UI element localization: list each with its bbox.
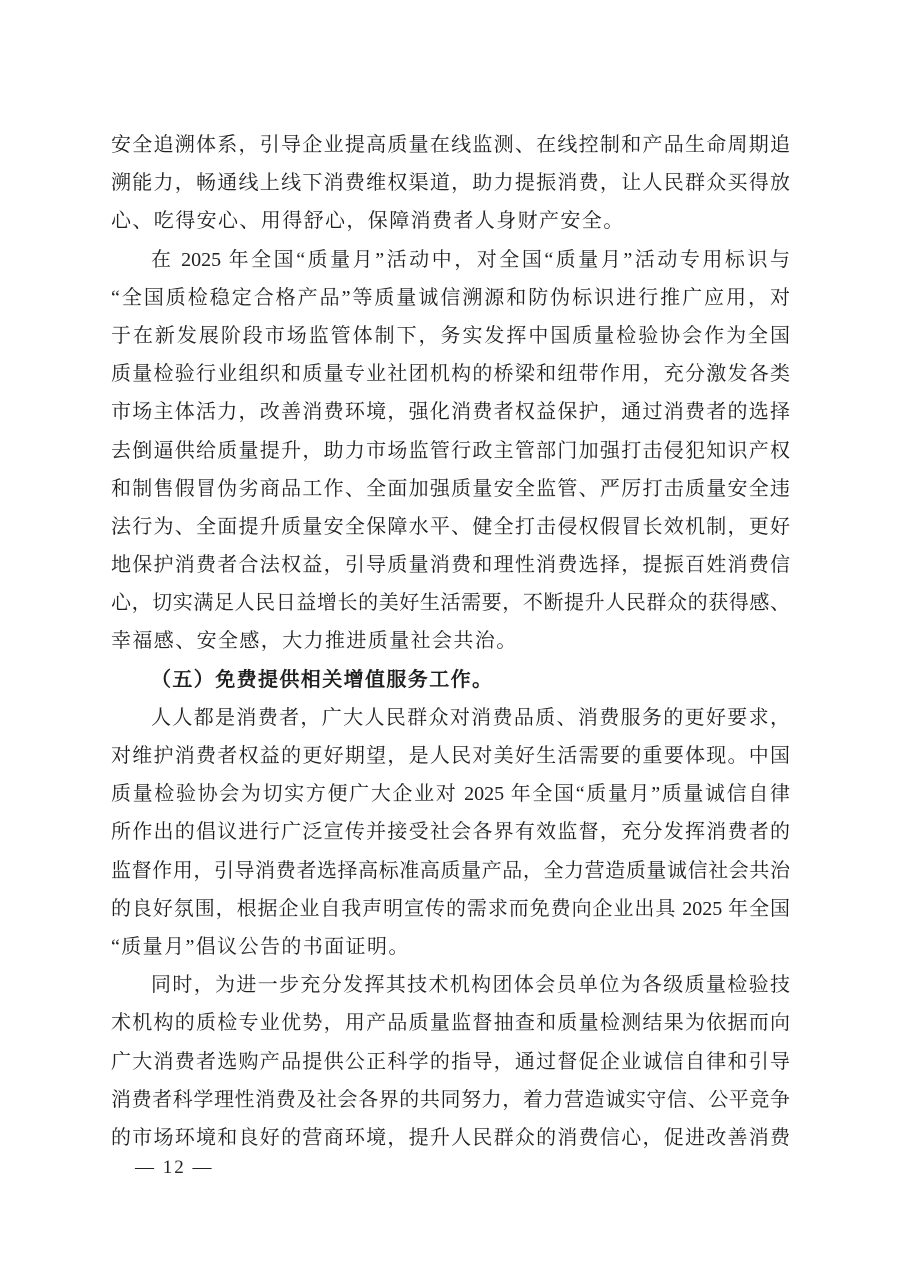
text-line: 心、吃得安心、用得舒心，保障消费者人身财产安全。 bbox=[111, 210, 625, 233]
text-line: 人人都是消费者，广大人民群众对消费品质、消费服务的更好要求， bbox=[151, 706, 790, 729]
text-line: “全国质检稳定合格产品”等质量诚信溯源和防伪标识进行推广应用，对 bbox=[111, 286, 790, 309]
text-line: “质量月”倡议公告的书面证明。 bbox=[111, 935, 410, 958]
text-line: 质量检验行业组织和质量专业社团机构的桥梁和纽带作用，充分激发各类 bbox=[111, 363, 790, 386]
text-line: 和制售假冒伪劣商品工作、全面加强质量安全监管、严厉打击质量安全违 bbox=[111, 477, 790, 500]
text-line: 对维护消费者权益的更好期望，是人民对美好生活需要的重要体现。中国 bbox=[111, 745, 790, 767]
text-line: 所作出的倡议进行广泛宣传并接受社会各界有效监督，充分发挥消费者的 bbox=[111, 821, 790, 844]
text-line: 地保护消费者合法权益，引导质量消费和理性消费选择，提振百姓消费信 bbox=[111, 554, 790, 577]
text-line: 监督作用，引导消费者选择高标准高质量产品，全力营造质量诚信社会共治 bbox=[111, 859, 790, 882]
text-line: 法行为、全面提升质量安全保障水平、健全打击侵权假冒长效机制，更好 bbox=[111, 515, 790, 538]
text-line: 去倒逼供给质量提升，助力市场监管行政主管部门加强打击侵犯知识产权 bbox=[111, 439, 790, 462]
text-line: 术机构的质检专业优势，用产品质量监督抽查和质量检测结果为依据而向 bbox=[111, 1012, 790, 1035]
text-line: 溯能力，畅通线上线下消费维权渠道，助力提振消费，让人民群众买得放 bbox=[111, 172, 790, 195]
text-line: 于在新发展阶段市场监管体制下，务实发挥中国质量检验协会作为全国 bbox=[111, 324, 790, 347]
text-line: 质量检验协会为切实方便广大企业对 2025 年全国“质量月”质量诚信自律 bbox=[111, 783, 790, 806]
page-number: — 12 — bbox=[135, 1157, 214, 1178]
document-body bbox=[111, 126, 790, 1157]
text-line: 的市场环境和良好的营商环境，提升人民群众的消费信心，促进改善消费 bbox=[111, 1126, 790, 1149]
text-line: 幸福感、安全感，大力推进质量社会共治。 bbox=[111, 630, 518, 653]
text-line: 在 2025 年全国“质量月”活动中，对全国“质量月”活动专用标识与 bbox=[151, 248, 790, 271]
section-heading: （五）免费提供相关增值服务工作。 bbox=[151, 668, 494, 691]
text-line: 心，切实满足人民日益增长的美好生活需要，不断提升人民群众的获得感、 bbox=[111, 592, 790, 615]
text-line: 的良好氛围，根据企业自我声明宣传的需求而免费向企业出具 2025 年全国 bbox=[111, 897, 790, 920]
text-line: 消费者科学理性消费及社会各界的共同努力，着力营造诚实守信、公平竞争 bbox=[111, 1088, 790, 1111]
text-line: 市场主体活力，改善消费环境，强化消费者权益保护，通过消费者的选择 bbox=[111, 401, 790, 424]
text-line: 广大消费者选购产品提供公正科学的指导，通过督促企业诚信自律和引导 bbox=[111, 1050, 790, 1073]
text-line: 同时，为进一步充分发挥其技术机构团体会员单位为各级质量检验技 bbox=[151, 974, 790, 997]
text-line: 安全追溯体系，引导企业提高质量在线监测、在线控制和产品生命周期追 bbox=[111, 134, 790, 156]
